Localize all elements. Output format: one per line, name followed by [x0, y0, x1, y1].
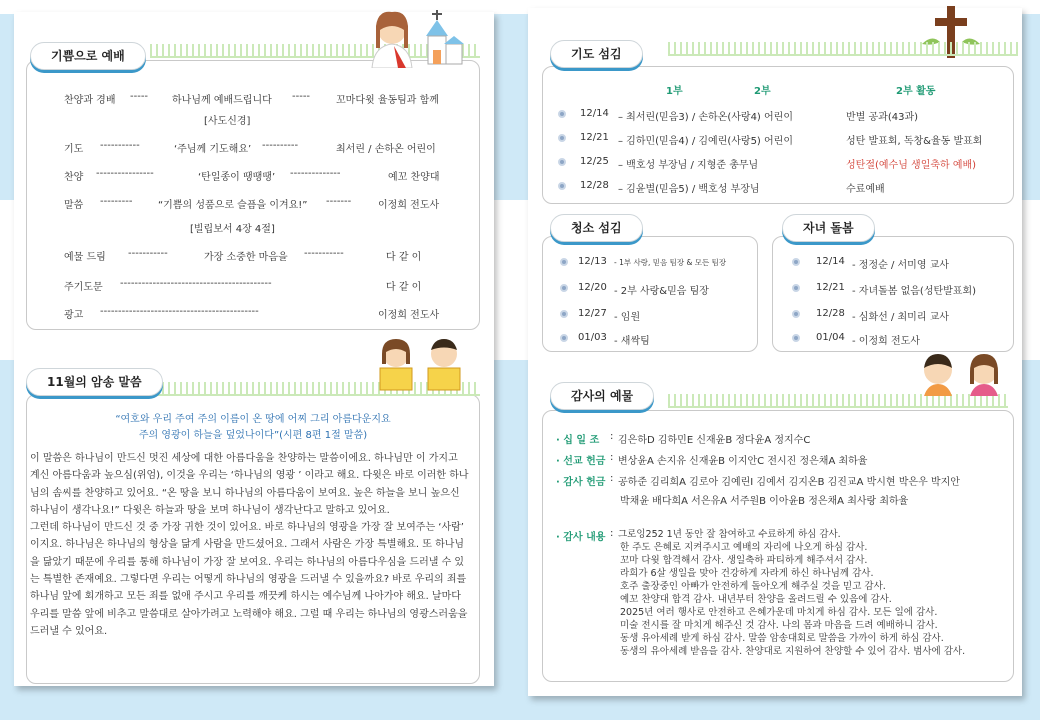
- prayer-activity: 성탄 발표회, 독창&율동 발표회: [846, 136, 983, 147]
- bullet-icon: [792, 284, 800, 292]
- offering-names-mission: 변상윤A 손지유 신재윤B 이지안C 전시진 정은채A 최하율: [618, 456, 868, 467]
- memory-title: 11월의 암송 말씀: [26, 368, 163, 396]
- bullet-icon: [560, 258, 568, 266]
- childcare-date: 12/28: [816, 308, 845, 319]
- cleaning-title: 청소 섬김: [550, 214, 643, 242]
- worship-note-creed: [사도신경]: [204, 116, 251, 127]
- offering-names-thanks-cont: 박채윤 배다희A 서은유A 서주원B 이아윤B 정은채A 최사랑 최하율: [620, 496, 909, 507]
- childcare-staff: - 자녀돌봄 없음(성탄발표회): [852, 286, 977, 297]
- prayer-assignment: – 김하민(믿음4) / 김예린(사랑5) 어린이: [618, 136, 793, 147]
- childcare-date: 01/04: [816, 332, 845, 343]
- offering-label-tithe: · 십 일 조: [556, 435, 600, 446]
- prayer-col-1: 1부: [666, 86, 683, 97]
- thanks-content-item: 동생의 유아세례 받음을 감사. 찬양대로 지원하여 찬양할 수 있어 감사. 범사에 감사.: [620, 646, 966, 657]
- thanks-content-item: 미술 전시를 잘 마치게 해주신 것 감사. 나의 몸과 마음을 드려 예배하니 감사.: [620, 620, 938, 631]
- offering-sep: :: [610, 431, 614, 442]
- cleaning-team: - 1부 사랑, 믿음 팀장 & 모든 팀장: [614, 258, 727, 267]
- cleaning-date: 12/27: [578, 308, 607, 319]
- prayer-assignment: – 최서린(믿음3) / 손하온(사랑4) 어린이: [618, 112, 793, 123]
- praying-children-illustration: [914, 350, 1010, 396]
- bullet-icon: [792, 258, 800, 266]
- worship-line: ----------------: [96, 168, 154, 179]
- bullet-icon: [558, 110, 566, 118]
- offering-fence: [668, 394, 1008, 408]
- prayer-activity-christmas: 성탄절(예수님 생일축하 예배): [846, 160, 977, 171]
- offering-sep: :: [610, 473, 614, 484]
- worship-label-lords-prayer: 주기도문: [64, 282, 103, 293]
- worship-label-hymn: 찬양: [64, 172, 84, 183]
- prayer-activity: 반별 공과(43과): [846, 112, 919, 123]
- worship-line: -----------: [100, 140, 140, 151]
- worship-line: ---------: [100, 196, 133, 207]
- childcare-staff: - 이정희 전도사: [852, 336, 920, 347]
- offering-sep: :: [610, 528, 614, 539]
- cleaning-team: - 임원: [614, 312, 641, 323]
- worship-line: -----: [292, 91, 311, 102]
- cleaning-date: 12/13: [578, 256, 607, 267]
- bullet-icon: [560, 284, 568, 292]
- cleaning-team: - 2부 사랑&믿음 팀장: [614, 286, 709, 297]
- thanks-content-item: 그로잉252 1년 동안 잘 참여하고 수료하게 하심 감사.: [618, 529, 841, 540]
- prayer-assignment: – 김윤별(믿음5) / 백호성 부장님: [618, 184, 760, 195]
- thanks-content-item: 2025년 여러 행사로 안전하고 은혜가운데 마치게 하심 감사. 모든 일에 감사.: [620, 607, 938, 618]
- worship-label-praise: 찬양과 경배: [64, 95, 116, 106]
- prayer-title: 기도 섬김: [550, 40, 643, 68]
- bullet-icon: [558, 158, 566, 166]
- childcare-staff: - 정정순 / 서미영 교사: [852, 260, 949, 271]
- memory-verse-line2: 주의 영광이 하늘을 덮었나이다”(시편 8편 1절 말씀): [138, 430, 368, 441]
- offering-names-tithe: 김은하D 김하민E 신재윤B 정다윤A 정지수C: [618, 435, 811, 446]
- prayer-date: 12/28: [580, 180, 609, 191]
- bullet-icon: [560, 334, 568, 342]
- memory-verse-line1: “여호와 우리 주여 주의 이름이 온 땅에 어찌 그리 아름다운지요: [115, 414, 391, 425]
- worship-leader-praise: 꼬마다윗 율동팀과 함께: [336, 95, 439, 106]
- thanks-content-item: 호주 출장중인 아빠가 안전하게 돌아오게 해주실 것을 믿고 감사.: [620, 581, 886, 592]
- offering-title: 감사의 예물: [550, 382, 654, 410]
- offering-label-thanks: · 감사 헌금: [556, 477, 606, 488]
- thanks-content-item: 예꼬 찬양대 합격 감사. 내년부터 찬양을 올려드릴 수 있음에 감사.: [620, 594, 892, 605]
- prayer-date: 12/25: [580, 156, 609, 167]
- prayer-activity: 수료예배: [846, 184, 885, 195]
- worship-line: -----------: [304, 248, 344, 259]
- worship-leader-prayer: 최서린 / 손하온 어린이: [336, 144, 436, 155]
- offering-sep: :: [610, 452, 614, 463]
- worship-line: ------------------------------------------: [120, 278, 272, 289]
- bullet-icon: [560, 310, 568, 318]
- worship-line: -----------: [128, 248, 168, 259]
- worship-line: -------: [326, 196, 352, 207]
- worship-line: ----------: [262, 140, 299, 151]
- worship-leader-hymn: 예꼬 찬양대: [388, 172, 440, 183]
- childcare-date: 12/14: [816, 256, 845, 267]
- worship-text-hymn: ‘탄일종이 땡땡땡’: [198, 172, 276, 183]
- worship-label-offering: 예물 드림: [64, 252, 106, 263]
- worship-line: --------------------------------------------: [100, 306, 259, 317]
- thanks-content-item: 동생 유아세례 받게 하심 감사. 말씀 암송대회로 말씀을 가까이 하게 하심 감사.: [620, 633, 944, 644]
- cleaning-date: 01/03: [578, 332, 607, 343]
- worship-line: -----: [130, 91, 149, 102]
- children-reading-illustration: [374, 336, 470, 392]
- worship-text-sermon: “기쁨의 성품으로 슬픔을 이겨요!”: [158, 200, 308, 211]
- bullet-icon: [558, 134, 566, 142]
- cleaning-date: 12/20: [578, 282, 607, 293]
- memory-paragraph-1: 이 말씀은 하나님이 만드신 멋진 세상에 대한 아름다움을 찬양하는 말씀이에요. 하나님만 이 가지고 계신 아름다움과 높으심(위엄), 이것을 우리는 ‘하나님의 영광 ’ 이라고 해요. 다윗은 바로 이러한 하나님의 솜씨를 찬양하고 있어요. “온 땅을 보니 하나님의 아름다움이 보여요. 높은 하늘을 보니 높으신 하나님이 생각나요!” 다윗은 하늘과 땅을 보며 하나님이 생각난다고 말하고 있어요.: [30, 453, 469, 516]
- bullet-icon: [558, 182, 566, 190]
- prayer-fence: [668, 42, 1018, 56]
- childcare-staff: - 심화선 / 최미리 교사: [852, 312, 949, 323]
- worship-text-praise: 하나님께 예배드립니다: [172, 95, 272, 106]
- prayer-date: 12/21: [580, 132, 609, 143]
- jesus-illustration: [364, 8, 420, 68]
- memory-explanation: [30, 450, 470, 640]
- worship-text-prayer: ‘주님께 기도해요’: [174, 144, 252, 155]
- worship-label-announcements: 광고: [64, 310, 84, 321]
- worship-text-offering: 가장 소중한 마음을: [204, 252, 288, 263]
- memory-paragraph-2: 그런데 하나님이 만드신 것 중 가장 귀한 것이 있어요. 바로 하나님의 영광을 가장 잘 보여주는 ‘사람’ 이지요. 하나님은 하나님의 형상을 닮게 사람을 만드셨어요. 그래서 사람은 가장 특별해요. 또 하나님을 닮았기 때문에 우리를 통해 하나님이 가장 잘 보여요. 우리는 하나님의 아름다우심을 드러낼 수 있는 특별한 존재예요. 그렇다면 우리는 어떻게 하나님의 영광을 드러낼 수 있을까요? 바로 우리의 죄를 하나님 앞에 회개하고 모든 죄를 없애 주시고 우리를 깨끗케 하시는 예수님께 나아가야 해요. 날마다 우리를 말씀 앞에 비추고 말씀대로 살아가려고 노력해야 해요. 그럴 때 우리는 하나님의 영광스러움을 드러낼 수 있어요.: [30, 522, 468, 637]
- worship-label-prayer: 기도: [64, 144, 84, 155]
- church-icon: [418, 6, 464, 66]
- cleaning-team: - 새싹팀: [614, 336, 650, 347]
- offering-label-content: · 감사 내용: [556, 532, 606, 543]
- offering-names-thanks: 공하준 김리희A 김로아 김예린I 김예서 김지온B 김진교A 박시현 박은우 박지안: [618, 477, 960, 488]
- worship-leader-announcements: 이정희 전도사: [378, 310, 440, 321]
- childcare-date: 12/21: [816, 282, 845, 293]
- prayer-assignment: – 백호성 부장님 / 지형준 총무님: [618, 160, 759, 171]
- thanks-content-item: 라희가 6살 생일을 맞아 건강하게 자라게 하신 하나님께 감사.: [620, 568, 874, 579]
- worship-title: 기쁨으로 예배: [30, 42, 146, 70]
- childcare-title: 자녀 돌봄: [782, 214, 875, 242]
- worship-note-scripture: [빌립보서 4장 4절]: [190, 224, 275, 235]
- prayer-date: 12/14: [580, 108, 609, 119]
- thanks-content-item: 꼬마 다윗 합격해서 감사. 생일축하 파티하게 해주셔서 감사.: [620, 555, 868, 566]
- worship-line: --------------: [290, 168, 341, 179]
- prayer-col-2: 2부: [754, 86, 771, 97]
- worship-leader-lords-prayer: 다 같 이: [386, 282, 422, 293]
- worship-label-sermon: 말씀: [64, 200, 84, 211]
- bullet-icon: [792, 334, 800, 342]
- bullet-icon: [792, 310, 800, 318]
- prayer-col-activity: 2부 활동: [896, 86, 936, 97]
- worship-leader-sermon: 이정희 전도사: [378, 200, 440, 211]
- thanks-content-item: 한 주도 은혜로 지켜주시고 예배의 자리에 나오게 하심 감사.: [620, 542, 868, 553]
- offering-label-mission: · 선교 헌금: [556, 456, 606, 467]
- worship-leader-offering: 다 같 이: [386, 252, 422, 263]
